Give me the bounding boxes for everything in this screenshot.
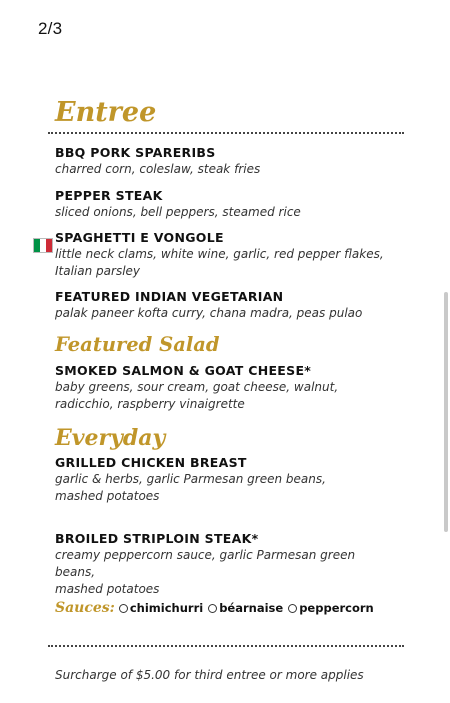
surcharge-note: Surcharge of $5.00 for third entree or more applies	[55, 668, 364, 682]
divider	[48, 645, 404, 647]
item-description: palak paneer kofta curry, chana madra, peas pulao	[55, 306, 363, 320]
radio-circle-icon	[119, 604, 128, 613]
italy-flag-icon	[33, 238, 53, 253]
item-description: charred corn, coleslaw, steak fries	[55, 162, 261, 176]
item-description-line: creamy peppercorn sauce, garlic Parmesan green beans,	[55, 548, 356, 579]
item-name: FEATURED INDIAN VEGETARIAN	[55, 289, 284, 304]
item-description-line: radicchio, raspberry vinaigrette	[55, 397, 245, 411]
sauce-option-peppercorn	[288, 601, 374, 615]
section-title-entree: Entree	[55, 97, 157, 128]
divider	[48, 132, 404, 134]
menu-item-pepper-steak	[55, 188, 395, 221]
radio-circle-icon	[288, 604, 297, 613]
item-name: SMOKED SALMON & GOAT CHEESE*	[55, 363, 312, 378]
page-indicator: 2/3	[38, 19, 63, 38]
item-name: BBQ PORK SPARERIBS	[55, 145, 216, 160]
section-title-featured-salad: Featured Salad	[55, 333, 220, 356]
menu-item-grilled-chicken-breast	[55, 455, 395, 505]
item-name: PEPPER STEAK	[55, 188, 163, 203]
menu-item-bbq-pork-spareribs	[55, 145, 395, 178]
section-title-everyday: Everyday	[55, 425, 166, 451]
sauces-label: Sauces:	[55, 600, 115, 616]
sauce-option-bearnaise	[208, 601, 283, 615]
item-description-line: mashed potatoes	[55, 489, 160, 503]
menu-item-featured-indian-vegetarian	[55, 289, 395, 322]
radio-circle-icon	[208, 604, 217, 613]
item-description-line: mashed potatoes	[55, 582, 160, 596]
menu-item-broiled-striploin-steak	[55, 531, 395, 598]
menu-item-smoked-salmon-goat-cheese	[55, 363, 395, 413]
sauce-option-label: peppercorn	[299, 601, 374, 615]
sauce-option-chimichurri	[119, 601, 203, 615]
scrollbar[interactable]	[444, 292, 448, 532]
sauces-row	[55, 600, 379, 616]
item-description-line: garlic & herbs, garlic Parmesan green beans,	[55, 472, 326, 486]
item-description-line: Italian parsley	[55, 264, 141, 278]
item-description-line: baby greens, sour cream, goat cheese, walnut,	[55, 380, 339, 394]
sauce-option-label: chimichurri	[129, 601, 204, 615]
sauce-option-label: béarnaise	[219, 601, 284, 615]
item-name: SPAGHETTI E VONGOLE	[55, 230, 224, 245]
item-name: BROILED STRIPLOIN STEAK*	[55, 531, 259, 546]
item-description: sliced onions, bell peppers, steamed rice	[55, 205, 301, 219]
menu-item-spaghetti-e-vongole	[55, 230, 395, 280]
item-description-line: little neck clams, white wine, garlic, red pepper flakes,	[55, 247, 384, 261]
item-name: GRILLED CHICKEN BREAST	[55, 455, 247, 470]
